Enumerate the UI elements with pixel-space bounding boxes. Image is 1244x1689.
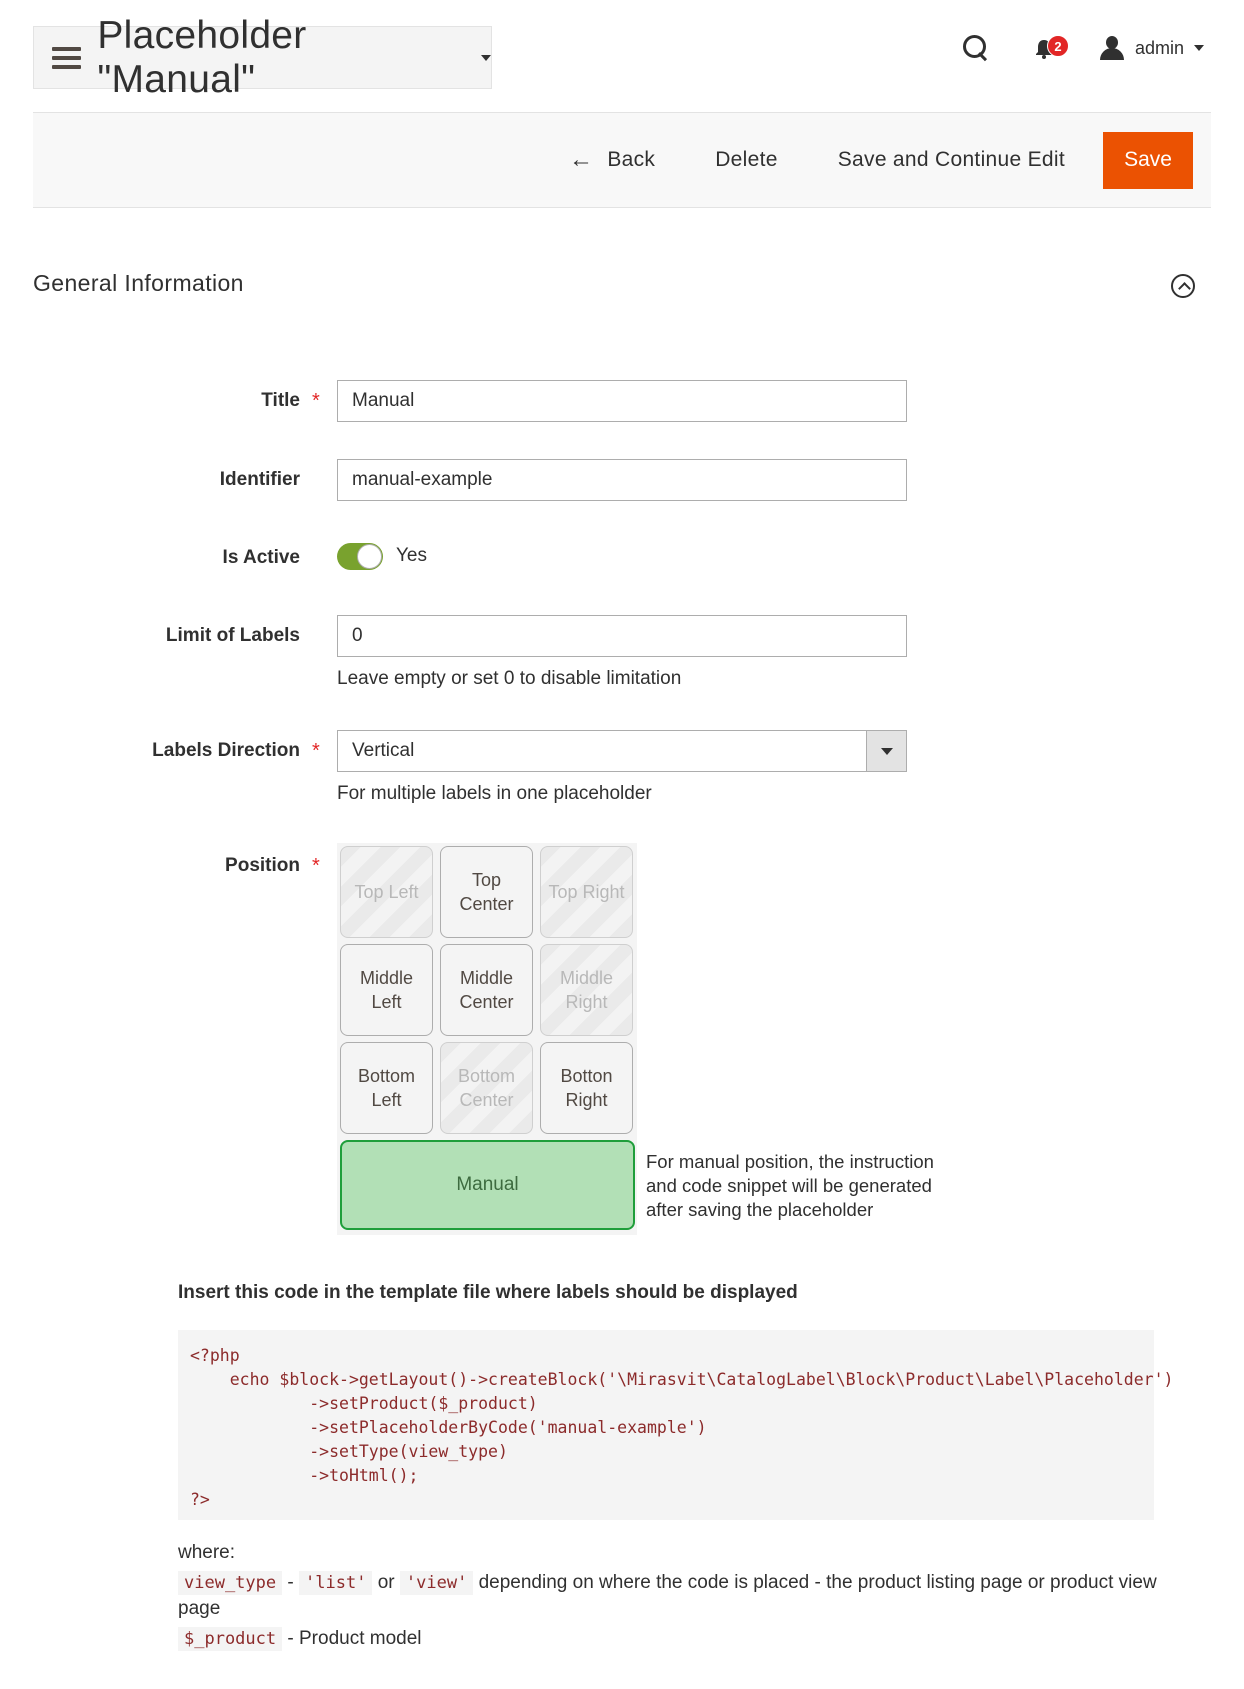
page-actions-bar <box>33 112 1211 208</box>
view-type-description: depending on where the code is placed - the product listing page or product view page <box>178 1572 1157 1619</box>
limit-note: Leave empty or set 0 to disable limitation <box>337 668 682 689</box>
position-bottom-left[interactable]: Bottom Left <box>340 1042 433 1134</box>
position-grid <box>337 843 637 1235</box>
limit-input[interactable]: 0 <box>337 615 907 657</box>
product-token: $_product <box>178 1627 282 1651</box>
user-icon <box>1099 36 1125 60</box>
save-and-continue-button[interactable]: Save and Continue Edit <box>837 148 1065 171</box>
title-input[interactable]: Manual <box>337 380 907 422</box>
position-bottom-center[interactable]: Bottom Center <box>440 1042 533 1134</box>
where-label: where: <box>178 1542 236 1563</box>
view-type-token: view_type <box>178 1571 282 1595</box>
is-active-label: Is Active <box>222 547 300 568</box>
position-top-right[interactable]: Top Right <box>540 846 633 938</box>
position-note: For manual position, the instruction and code snippet will be generated after saving the placeholder <box>646 1151 934 1220</box>
position-middle-right[interactable]: Middle Right <box>540 944 633 1036</box>
collapse-icon[interactable] <box>1171 274 1195 298</box>
position-bottom-right[interactable]: Botton Right <box>540 1042 633 1134</box>
code-snippet: <?php echo $block->getLayout()->createBlock('\Mirasvit\CatalogLabel\Block\Product\Label\Placeholder') ->setProduct($_product) ->setPlaceholderByCode('manual-example') ->setType(view_type) ->toHtml(); ?> <box>178 1330 1154 1520</box>
identifier-label: Identifier <box>219 469 300 490</box>
position-middle-left[interactable]: Middle Left <box>340 944 433 1036</box>
view-token: 'view' <box>400 1571 473 1595</box>
direction-value: Vertical <box>352 740 415 761</box>
search-icon[interactable] <box>961 33 991 63</box>
chevron-down-icon[interactable] <box>481 55 491 61</box>
user-menu[interactable] <box>1099 36 1204 60</box>
required-mark: * <box>312 855 320 877</box>
required-mark: * <box>312 390 320 412</box>
direction-select[interactable] <box>337 730 907 772</box>
section-title[interactable]: General Information <box>33 270 244 296</box>
position-manual[interactable]: Manual <box>340 1140 635 1230</box>
delete-button[interactable]: Delete <box>715 148 778 171</box>
direction-note: For multiple labels in one placeholder <box>337 783 652 804</box>
header-actions <box>961 30 1204 66</box>
notifications-button[interactable] <box>1031 33 1061 63</box>
back-button[interactable] <box>569 146 655 174</box>
required-mark: * <box>312 740 320 762</box>
notification-badge: 2 <box>1047 35 1069 57</box>
product-description: - Product model <box>282 1628 422 1649</box>
code-heading: Insert this code in the template file where labels should be displayed <box>178 1282 798 1303</box>
page-title-bar[interactable] <box>33 13 492 101</box>
position-top-left[interactable]: Top Left <box>340 846 433 938</box>
view-type-explanation <box>178 1570 1158 1622</box>
is-active-value: Yes <box>396 545 427 566</box>
save-button[interactable]: Save <box>1103 132 1193 189</box>
menu-icon[interactable] <box>52 47 81 69</box>
limit-label: Limit of Labels <box>165 625 300 646</box>
user-name: admin <box>1134 37 1184 58</box>
arrow-left-icon: ← <box>569 146 594 173</box>
chevron-down-icon[interactable] <box>866 731 906 771</box>
position-top-center[interactable]: Top Center <box>440 846 533 938</box>
product-explanation <box>178 1626 1158 1652</box>
chevron-down-icon <box>1194 45 1204 51</box>
title-label: Title <box>261 390 300 411</box>
back-label: Back <box>607 148 656 171</box>
direction-label: Labels Direction <box>152 740 300 761</box>
or-text: or <box>372 1572 400 1593</box>
is-active-toggle[interactable] <box>337 543 383 570</box>
list-token: 'list' <box>299 1571 372 1595</box>
position-middle-center[interactable]: Middle Center <box>440 944 533 1036</box>
identifier-input[interactable]: manual-example <box>337 459 907 501</box>
dash-text: - <box>282 1572 300 1593</box>
position-label: Position <box>225 855 300 876</box>
page-title: Placeholder "Manual" <box>97 13 307 101</box>
